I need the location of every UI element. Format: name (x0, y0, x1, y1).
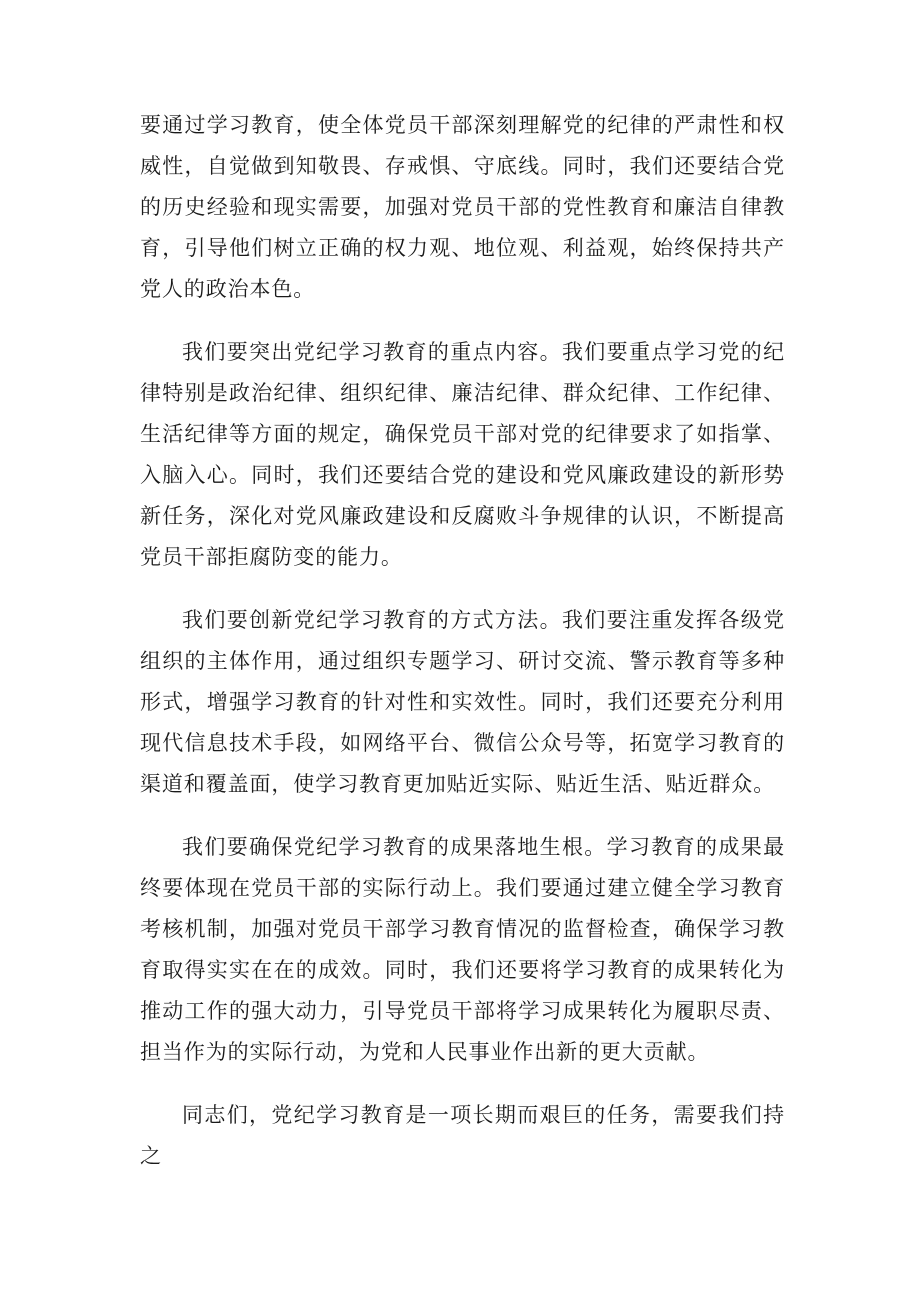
document-body (140, 105, 785, 1199)
paragraph-4: 我们要确保党纪学习教育的成果落地生根。学习教育的成果最终要体现在党员干部的实际行动上。我们要通过建立健全学习教育考核机制，加强对党员干部学习教育情况的监督检查，确保学习教育取得实实在在的成效。同时，我们还要将学习教育的成果转化为推动工作的强大动力，引导党员干部将学习成果转化为履职尽责、担当作为的实际行动，为党和人民事业作出新的更大贡献。 (140, 835, 785, 1064)
paragraph-3: 我们要创新党纪学习教育的方式方法。我们要注重发挥各级党组织的主体作用，通过组织专题学习、研讨交流、警示教育等多种形式，增强学习教育的针对性和实效性。同时，我们还要充分利用现代信息技术手段，如网络平台、微信公众号等，拓宽学习教育的渠道和覆盖面，使学习教育更加贴近实际、贴近生活、贴近群众。 (140, 608, 785, 796)
paragraph-5: 同志们，党纪学习教育是一项长期而艰巨的任务，需要我们持之 (140, 1103, 785, 1168)
paragraph-2: 我们要突出党纪学习教育的重点内容。我们要重点学习党的纪律特别是政治纪律、组织纪律、廉洁纪律、群众纪律、工作纪律、生活纪律等方面的规定，确保党员干部对党的纪律要求了如指掌、入脑入心。同时，我们还要结合党的建设和党风廉政建设的新形势新任务，深化对党风廉政建设和反腐败斗争规律的认识，不断提高党员干部拒腐防变的能力。 (140, 340, 785, 569)
paragraph-1: 要通过学习教育，使全体党员干部深刻理解党的纪律的严肃性和权威性，自觉做到知敬畏、存戒惧、守底线。同时，我们还要结合党的历史经验和现实需要，加强对党员干部的党性教育和廉洁自律教育，引导他们树立正确的权力观、地位观、利益观，始终保持共产党人的政治本色。 (140, 113, 785, 301)
